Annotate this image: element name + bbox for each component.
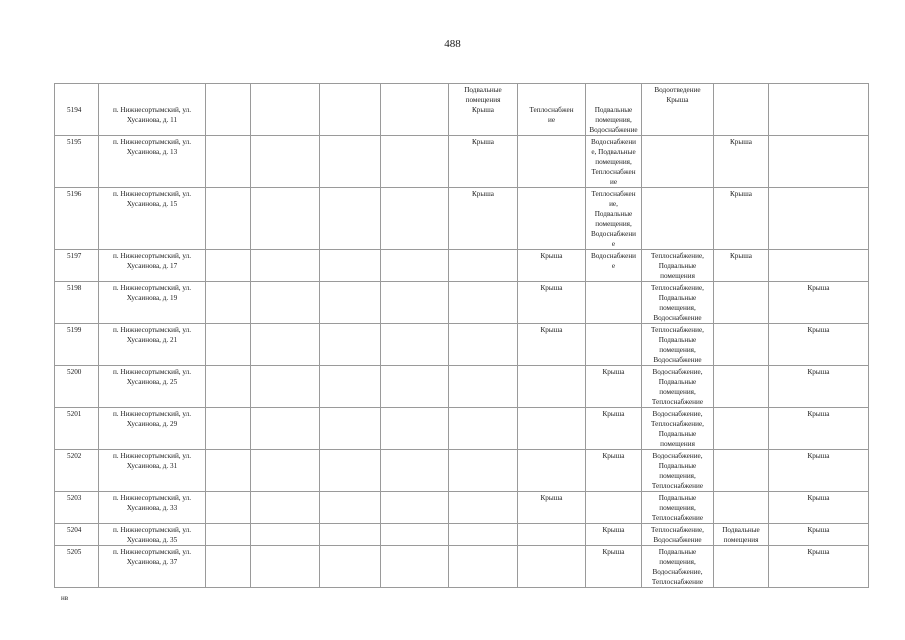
- work-cell: Теплоснабжение, Подвальные помещения, Водоснабжение: [642, 282, 714, 324]
- work-cell: Подвальные помещения: [714, 524, 769, 546]
- row-number: 5201: [55, 408, 99, 450]
- empty-cell: [714, 492, 769, 524]
- empty-cell: [206, 492, 251, 524]
- address-cell: п. Нижнесортымский, ул. Хусаинова, д. 19: [99, 282, 206, 324]
- address-cell: п. Нижнесортымский, ул. Хусаинова, д. 33: [99, 492, 206, 524]
- row-number: 5197: [55, 250, 99, 282]
- work-cell: Крыша: [586, 546, 642, 588]
- address-cell: п. Нижнесортымский, ул. Хусаинова, д. 37: [99, 546, 206, 588]
- work-cell: Подвальные помещения, Теплоснабжение: [642, 492, 714, 524]
- table-row: [55, 84, 869, 136]
- empty-cell: [449, 546, 518, 588]
- work-cell: Крыша: [449, 188, 518, 250]
- empty-cell: [381, 324, 449, 366]
- work-cell: Водоснабжение, Подвальные помещения, Теплоснабжение: [642, 366, 714, 408]
- empty-cell: [449, 250, 518, 282]
- empty-cell: [320, 450, 381, 492]
- empty-cell: [320, 84, 381, 136]
- empty-cell: [381, 492, 449, 524]
- empty-cell: [769, 188, 869, 250]
- row-number: 5199: [55, 324, 99, 366]
- empty-cell: [769, 136, 869, 188]
- work-cell: Крыша: [769, 366, 869, 408]
- empty-cell: [206, 324, 251, 366]
- empty-cell: [206, 546, 251, 588]
- address-cell: п. Нижнесортымский, ул. Хусаинова, д. 21: [99, 324, 206, 366]
- empty-cell: [206, 282, 251, 324]
- empty-cell: [714, 450, 769, 492]
- row-number: 5200: [55, 366, 99, 408]
- empty-cell: [714, 408, 769, 450]
- empty-cell: [206, 450, 251, 492]
- table-row: [55, 324, 869, 366]
- empty-cell: [449, 282, 518, 324]
- empty-cell: [586, 282, 642, 324]
- work-cell: Крыша: [769, 324, 869, 366]
- table-row: [55, 408, 869, 450]
- empty-cell: [251, 250, 320, 282]
- table-row: [55, 492, 869, 524]
- empty-cell: [518, 524, 586, 546]
- empty-cell: [251, 492, 320, 524]
- empty-cell: [518, 546, 586, 588]
- empty-cell: [206, 366, 251, 408]
- empty-cell: [769, 84, 869, 136]
- empty-cell: [320, 366, 381, 408]
- empty-cell: [251, 136, 320, 188]
- work-cell: Подвальные помещения, Водоснабжение, Теплоснабжение: [642, 546, 714, 588]
- work-cell: Теплоснабжен ие: [518, 84, 586, 136]
- address-cell: п. Нижнесортымский, ул. Хусаинова, д. 35: [99, 524, 206, 546]
- repair-schedule-table: [54, 83, 869, 588]
- work-cell: Крыша: [518, 324, 586, 366]
- empty-cell: [518, 450, 586, 492]
- empty-cell: [251, 408, 320, 450]
- work-cell: Крыша: [518, 250, 586, 282]
- empty-cell: [714, 282, 769, 324]
- table-row: [55, 546, 869, 588]
- work-cell: Крыша: [769, 546, 869, 588]
- empty-cell: [449, 366, 518, 408]
- work-cell: Крыша: [769, 408, 869, 450]
- address-cell: п. Нижнесортымский, ул. Хусаинова, д. 13: [99, 136, 206, 188]
- empty-cell: [381, 450, 449, 492]
- work-cell: Крыша: [518, 492, 586, 524]
- address-cell: п. Нижнесортымский, ул. Хусаинова, д. 17: [99, 250, 206, 282]
- empty-cell: [206, 408, 251, 450]
- empty-cell: [251, 188, 320, 250]
- empty-cell: [320, 524, 381, 546]
- row-number: 5195: [55, 136, 99, 188]
- empty-cell: [381, 282, 449, 324]
- address-cell: п. Нижнесортымский, ул. Хусаинова, д. 29: [99, 408, 206, 450]
- empty-cell: [642, 188, 714, 250]
- address-cell: п. Нижнесортымский, ул. Хусаинова, д. 11: [99, 84, 206, 136]
- work-cell: Крыша: [586, 524, 642, 546]
- empty-cell: [251, 84, 320, 136]
- empty-cell: [206, 84, 251, 136]
- work-cell: Крыша: [714, 188, 769, 250]
- work-cell: Водоотведение Крыша: [642, 84, 714, 136]
- empty-cell: [320, 324, 381, 366]
- work-cell: Водоснабжение, Теплоснабжение, Подвальные помещения: [642, 408, 714, 450]
- empty-cell: [320, 250, 381, 282]
- empty-cell: [518, 408, 586, 450]
- empty-cell: [381, 250, 449, 282]
- empty-cell: [381, 408, 449, 450]
- empty-cell: [320, 492, 381, 524]
- work-cell: Крыша: [586, 366, 642, 408]
- empty-cell: [518, 366, 586, 408]
- work-cell: Крыша: [769, 282, 869, 324]
- address-cell: п. Нижнесортымский, ул. Хусаинова, д. 31: [99, 450, 206, 492]
- empty-cell: [586, 324, 642, 366]
- work-cell: Подвальные помещения, Водоснабжение: [586, 84, 642, 136]
- work-cell: Крыша: [769, 524, 869, 546]
- empty-cell: [449, 492, 518, 524]
- work-cell: Водоснабжение, Подвальные помещения, Теплоснабжение: [642, 450, 714, 492]
- work-cell: Теплоснабжен ие, Подвальные помещения, Водоснабжени е: [586, 188, 642, 250]
- empty-cell: [206, 524, 251, 546]
- address-cell: п. Нижнесортымский, ул. Хусаинова, д. 15: [99, 188, 206, 250]
- page-number: 488: [444, 38, 461, 50]
- empty-cell: [518, 188, 586, 250]
- table-row: [55, 524, 869, 546]
- empty-cell: [251, 450, 320, 492]
- work-cell: Водоснабжени е, Подвальные помещения, Теплоснабжен ие: [586, 136, 642, 188]
- empty-cell: [449, 408, 518, 450]
- work-cell: Крыша: [714, 136, 769, 188]
- empty-cell: [642, 136, 714, 188]
- empty-cell: [714, 366, 769, 408]
- empty-cell: [714, 324, 769, 366]
- empty-cell: [714, 546, 769, 588]
- work-cell: Водоснабжени е: [586, 250, 642, 282]
- empty-cell: [449, 450, 518, 492]
- table-row: [55, 136, 869, 188]
- empty-cell: [381, 136, 449, 188]
- empty-cell: [381, 524, 449, 546]
- work-cell: Теплоснабжение, Подвальные помещения, Водоснабжение: [642, 324, 714, 366]
- empty-cell: [251, 524, 320, 546]
- row-number: 5202: [55, 450, 99, 492]
- empty-cell: [586, 492, 642, 524]
- work-cell: Крыша: [586, 408, 642, 450]
- row-number: 5198: [55, 282, 99, 324]
- address-cell: п. Нижнесортымский, ул. Хусаинова, д. 25: [99, 366, 206, 408]
- empty-cell: [320, 188, 381, 250]
- empty-cell: [320, 136, 381, 188]
- empty-cell: [251, 282, 320, 324]
- table-row: [55, 188, 869, 250]
- empty-cell: [381, 188, 449, 250]
- row-number: 5205: [55, 546, 99, 588]
- empty-cell: [206, 250, 251, 282]
- empty-cell: [251, 546, 320, 588]
- table-row: [55, 366, 869, 408]
- work-cell: Теплоснабжение, Подвальные помещения: [642, 250, 714, 282]
- empty-cell: [320, 546, 381, 588]
- row-number: 5194: [55, 84, 99, 136]
- table-row: [55, 450, 869, 492]
- work-cell: Крыша: [714, 250, 769, 282]
- row-number: 5204: [55, 524, 99, 546]
- empty-cell: [381, 84, 449, 136]
- row-number: 5203: [55, 492, 99, 524]
- work-cell: Крыша: [518, 282, 586, 324]
- empty-cell: [714, 84, 769, 136]
- empty-cell: [320, 408, 381, 450]
- empty-cell: [449, 324, 518, 366]
- row-number: 5196: [55, 188, 99, 250]
- work-cell: Крыша: [586, 450, 642, 492]
- empty-cell: [206, 188, 251, 250]
- empty-cell: [320, 282, 381, 324]
- empty-cell: [206, 136, 251, 188]
- footer-mark: нв: [61, 594, 69, 602]
- empty-cell: [381, 546, 449, 588]
- empty-cell: [251, 366, 320, 408]
- empty-cell: [449, 524, 518, 546]
- work-cell: Крыша: [449, 136, 518, 188]
- empty-cell: [769, 250, 869, 282]
- empty-cell: [518, 136, 586, 188]
- work-cell: Подвальные помещения Крыша: [449, 84, 518, 136]
- table-row: [55, 250, 869, 282]
- work-cell: Крыша: [769, 450, 869, 492]
- work-cell: Крыша: [769, 492, 869, 524]
- empty-cell: [251, 324, 320, 366]
- empty-cell: [381, 366, 449, 408]
- work-cell: Теплоснабжение, Водоснабжение: [642, 524, 714, 546]
- table-row: [55, 282, 869, 324]
